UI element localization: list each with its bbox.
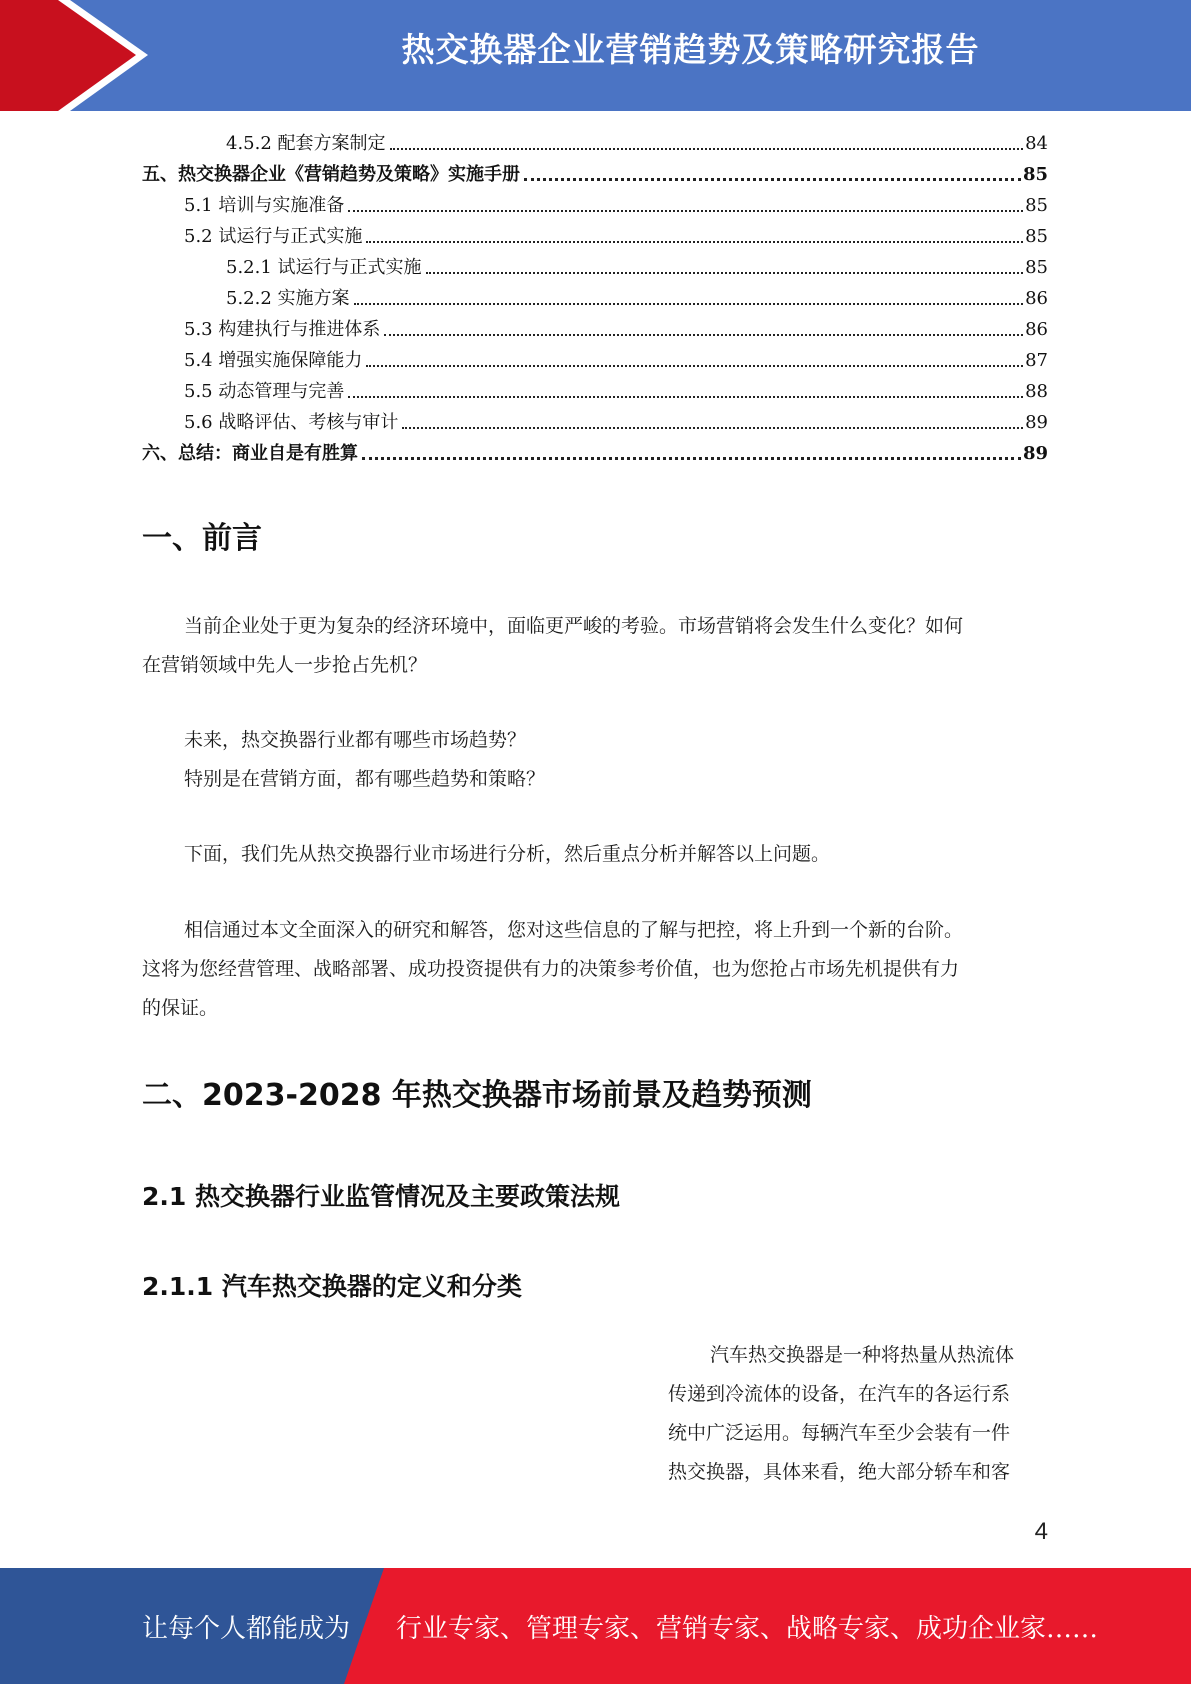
report-title: 热交换器企业营销趋势及策略研究报告 [401,30,980,69]
toc-leader-dots [366,365,1023,367]
toc-entry-text: 5.6 战略评估、考核与审计 [184,412,399,433]
text-line: 的保证。 [142,997,219,1019]
text-line: 下面，我们先从热交换器行业市场进行分析，然后重点分析并解答以上问题。 [184,843,831,865]
preface-paragraph-4 [142,911,1048,1028]
toc-entry-page: 85 [1025,257,1048,278]
toc-leader-dots [348,210,1023,212]
toc-entry-text: 5.5 动态管理与完善 [184,381,345,402]
text-line: 相信通过本文全面深入的研究和解答，您对这些信息的了解与把控，将上升到一个新的台阶。 [184,919,964,941]
toc-leader-dots [402,427,1023,429]
toc-entry-text: 5.2 试运行与正式实施 [184,226,363,247]
toc-entry-text: 5.1 培训与实施准备 [184,195,345,216]
toc-leader-dots [366,241,1023,243]
toc-entry[interactable] [142,159,1048,190]
toc-entry-text: 五、热交换器企业《营销趋势及策略》实施手册 [142,164,520,185]
text-line: 热交换器，具体来看，绝大部分轿车和客 [668,1461,1011,1483]
text-line: 传递到冷流体的设备，在汽车的各运行系 [668,1383,1011,1405]
footer-slogan-left: 让每个人都能成为 [142,1614,351,1644]
toc-leader-dots [524,178,1021,181]
toc-entry-page: 87 [1025,350,1048,371]
toc-entry[interactable] [142,128,1048,159]
toc-entry[interactable] [142,314,1048,345]
text-line: 当前企业处于更为复杂的经济环境中，面临更严峻的考验。市场营销将会发生什么变化？如何 [184,615,964,637]
preface-paragraph-1 [142,607,1048,685]
text-line: 特别是在营销方面，都有哪些趋势和策略？ [184,768,546,790]
subsubsection-heading: 2.1.1 汽车热交换器的定义和分类 [142,1272,522,1301]
subsection-heading: 2.1 热交换器行业监管情况及主要政策法规 [142,1182,620,1211]
toc-entry-page: 85 [1025,195,1048,216]
toc-entry-page: 85 [1022,164,1048,185]
toc-leader-dots [426,272,1024,274]
text-line: 这将为您经营管理、战略部署、成功投资提供有力的决策参考价值，也为您抢占市场先机提供有力 [142,958,960,980]
text-line: 统中广泛运用。每辆汽车至少会装有一件 [668,1422,1011,1444]
toc-entry-page: 89 [1025,412,1048,433]
toc-entry-page: 86 [1025,319,1048,340]
toc-leader-dots [354,303,1024,305]
toc-entry-page: 88 [1025,381,1048,402]
toc-entry[interactable] [142,252,1048,283]
toc-entry-page: 86 [1025,288,1048,309]
footer-slogan-right: 行业专家、管理专家、营销专家、战略专家、成功企业家…… [396,1614,1099,1644]
toc-leader-dots [362,457,1021,460]
toc-entry[interactable] [142,190,1048,221]
preface-paragraph-2 [184,721,1048,799]
page-number: 4 [1034,1518,1048,1545]
toc-entry-text: 六、总结：商业自是有胜算 [142,443,358,464]
toc-entry-text: 5.3 构建执行与推进体系 [184,319,381,340]
toc-entry-text: 5.4 增强实施保障能力 [184,350,363,371]
definition-paragraph [668,1336,1048,1492]
section-heading-preface: 一、前言 [142,521,262,556]
section-heading-market-outlook: 二、2023-2028 年热交换器市场前景及趋势预测 [142,1078,812,1113]
toc-entry-page: 84 [1025,133,1048,154]
toc-entry-text: 5.2.1 试运行与正式实施 [226,257,422,278]
toc-entry[interactable] [142,438,1048,469]
toc-entry-page: 89 [1022,443,1048,464]
toc-leader-dots [348,396,1023,398]
toc-entry[interactable] [142,221,1048,252]
toc-entry-text: 5.2.2 实施方案 [226,288,350,309]
text-line: 未来，热交换器行业都有哪些市场趋势？ [184,729,527,751]
toc-entry[interactable] [142,345,1048,376]
toc-entry[interactable] [142,376,1048,407]
toc-entry-page: 85 [1025,226,1048,247]
preface-paragraph-3 [142,835,1048,874]
text-line: 在营销领域中先人一步抢占先机？ [142,654,428,676]
page-header [0,0,1191,111]
toc-leader-dots [384,334,1023,336]
toc-leader-dots [390,148,1024,150]
table-of-contents [142,128,1048,469]
toc-entry-text: 4.5.2 配套方案制定 [226,133,386,154]
toc-entry[interactable] [142,407,1048,438]
text-line: 汽车热交换器是一种将热量从热流体 [710,1344,1015,1366]
page-footer [0,1568,1191,1684]
toc-entry[interactable] [142,283,1048,314]
